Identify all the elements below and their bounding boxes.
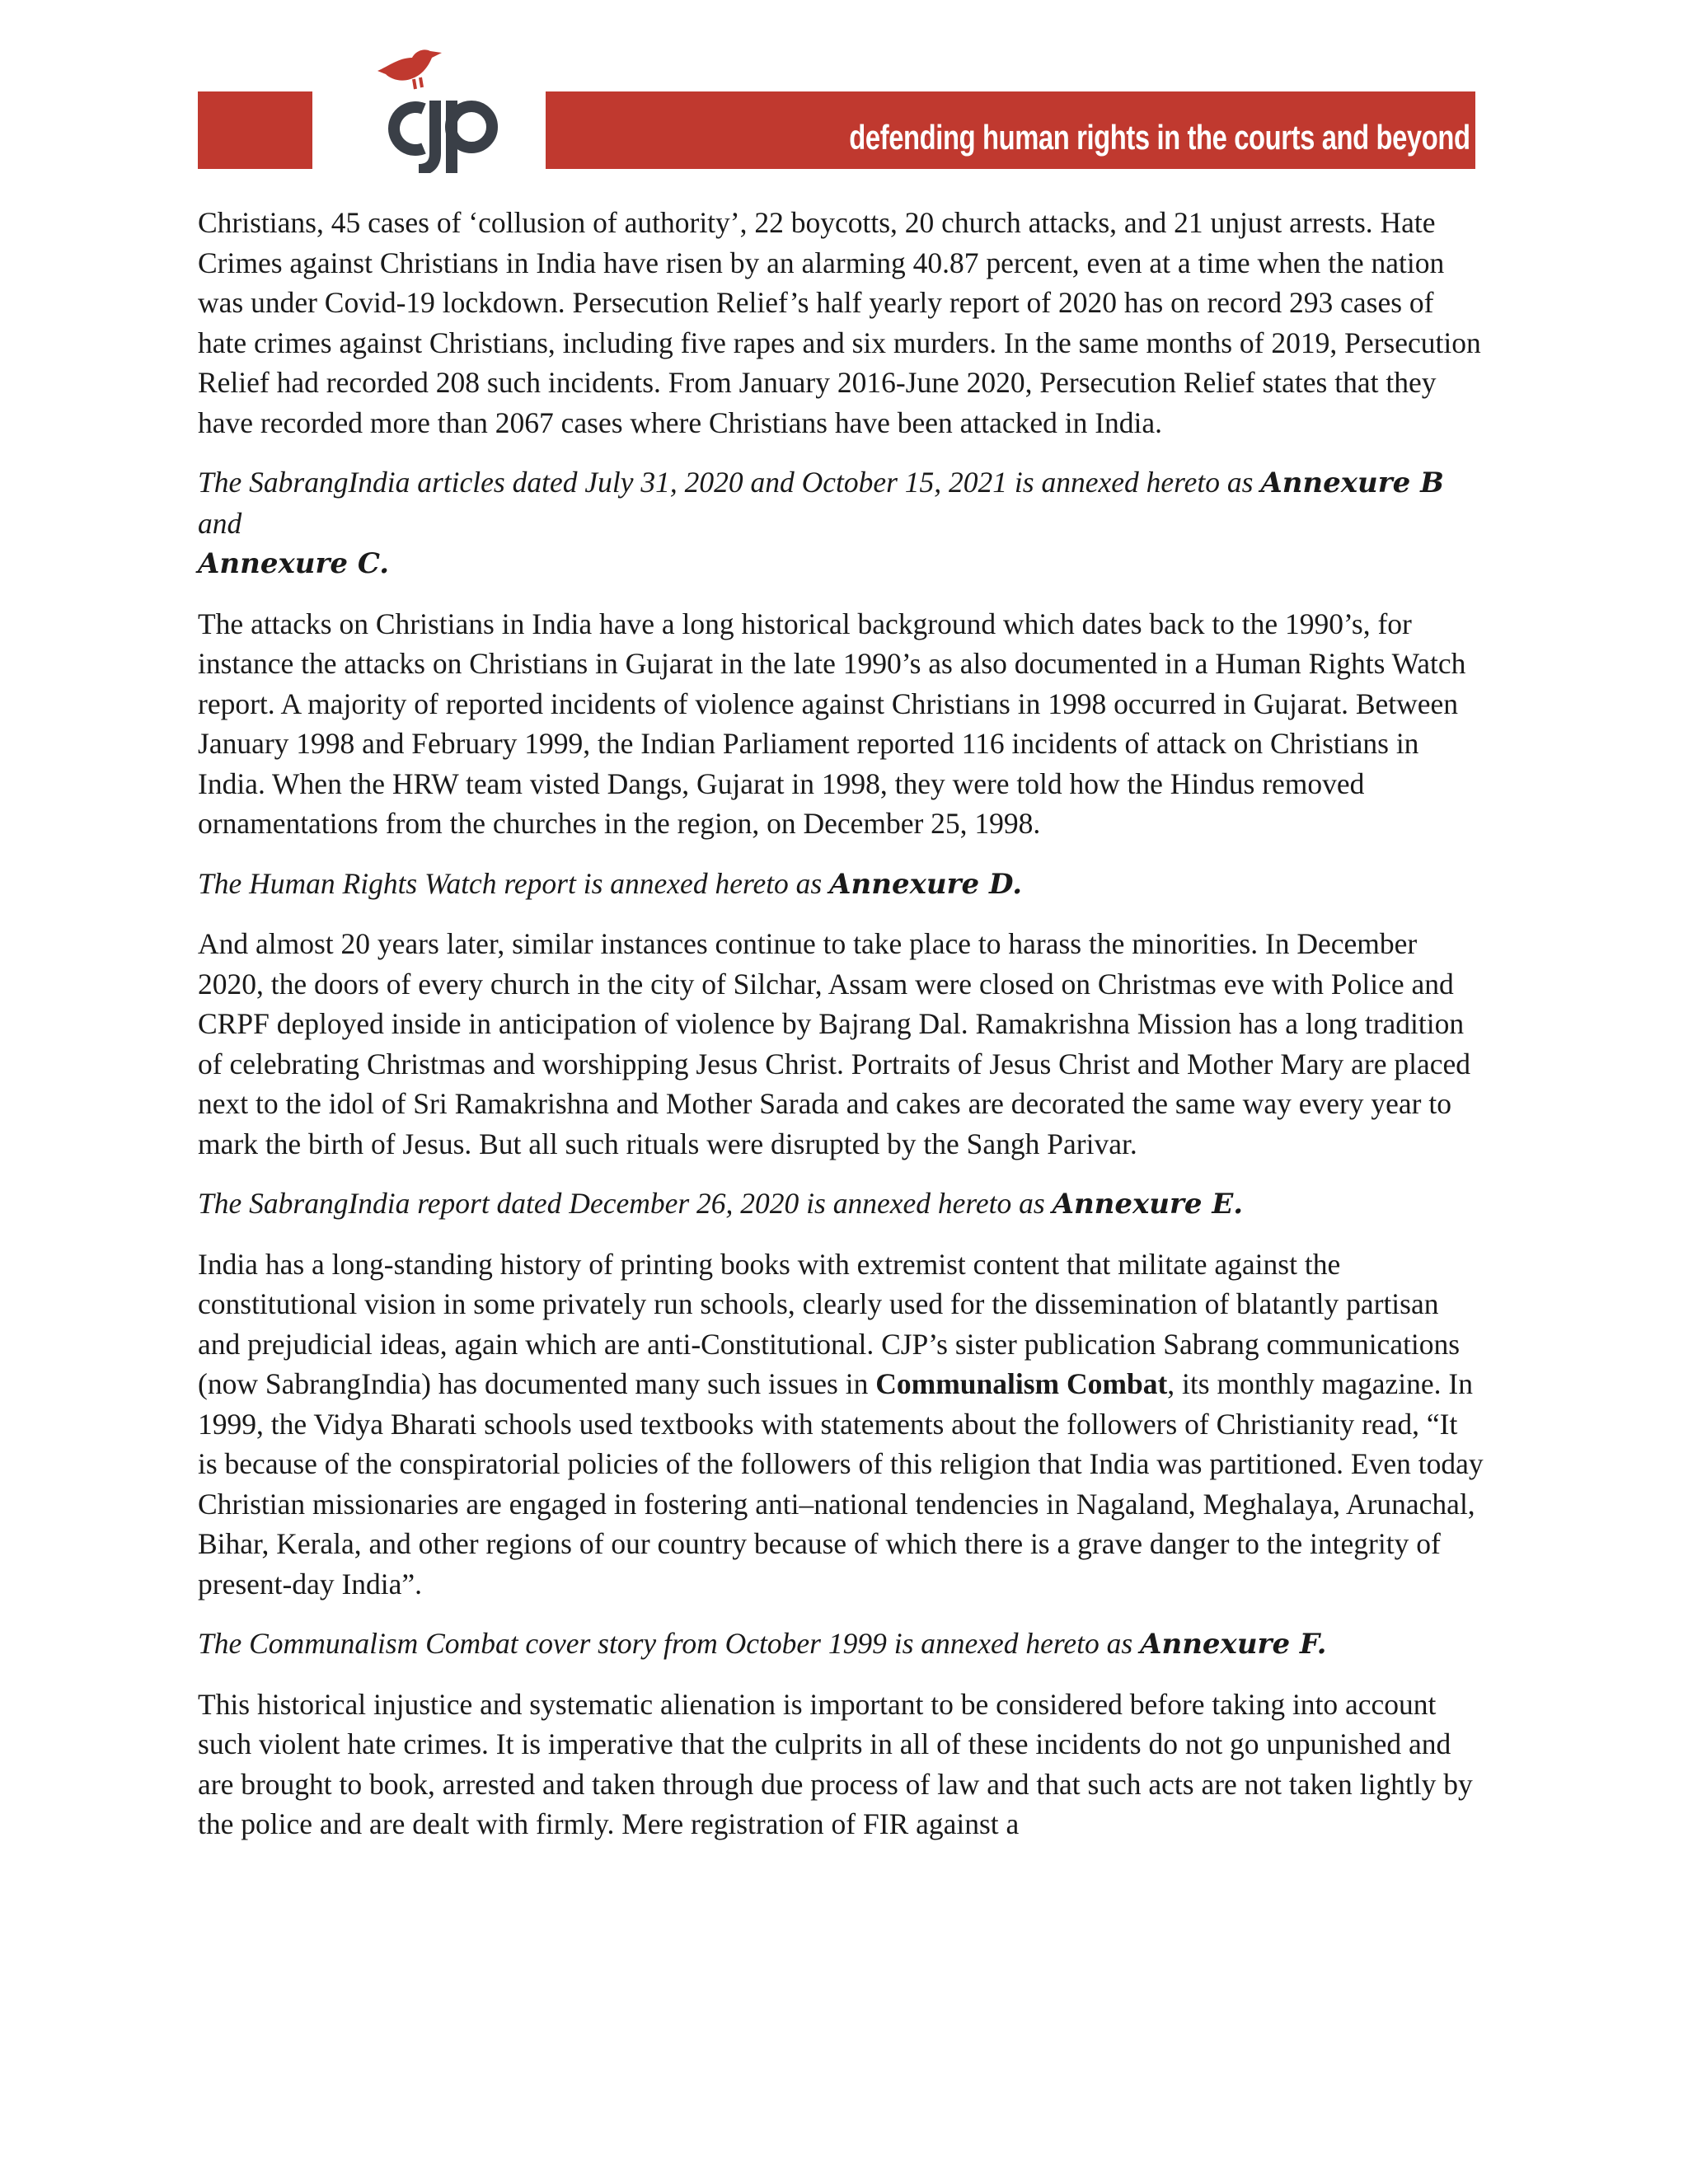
annexure-note-text: The Human Rights Watch report is annexed hereto as	[198, 866, 830, 900]
annexure-note-e	[198, 1183, 1484, 1225]
paragraph-text: India has a long-standing history of printing books with extremist content that militate against the constitutional vision in some privately run schools, clearly used for the dissemination of blatantly partisan and prejudicial ideas, again which are anti-Constitutional. CJP’s sister publication Sabrang communications (now SabrangIndia) has documented many such issues in	[198, 1247, 1461, 1400]
annexure-label-d: Annexure D.	[829, 867, 1023, 901]
paragraph-3: And almost 20 years later, similar instances continue to take place to harass the minorities. In December 2020, the doors of every church in the city of Silchar, Assam were closed on Christmas eve with Police and CRPF deployed inside in anticipation of violence by Bajrang Dal. Ramakrishna Mission has a long tradition of celebrating Christmas and worshipping Jesus Christ. Portraits of Jesus Christ and Mother Mary are placed next to the idol of Sri Ramakrishna and Mother Sarada and cakes are decorated the same way every year to mark the birth of Jesus. But all such rituals were disrupted by the Sangh Parivar.	[198, 927, 1470, 1160]
annexure-label-c: Annexure C.	[198, 547, 390, 580]
paragraph-text: , its monthly magazine. In 1999, the Vidya Bharati schools used textbooks with statements about the followers of Christianity read, “It is because of the conspiratorial policies of the followers of this religion that India was partitioned. Even today Christian missionaries are engaged in fostering anti–national tendencies in Nagaland, Meghalaya, Arunachal, Bihar, Kerala, and other regions of our country because of which there is a grave danger to the integrity of present-day India”.	[198, 1367, 1484, 1601]
paragraph-4	[198, 1244, 1484, 1605]
annexure-note-text: and	[198, 506, 242, 540]
header-bar-left	[198, 91, 312, 169]
magazine-title: Communalism Combat	[875, 1367, 1168, 1400]
annexure-note-d	[198, 864, 1484, 905]
tagline: defending human rights in the courts and beyond	[849, 118, 1470, 157]
annexure-label-e: Annexure E.	[1052, 1188, 1244, 1221]
annexure-note-text: The SabrangIndia report dated December 26, 2020 is annexed hereto as	[198, 1187, 1053, 1220]
paragraph-5: This historical injustice and systematic alienation is important to be considered before taking into account such violent hate crimes. It is imperative that the culprits in all of these incidents do not go unpunished and are brought to book, arrested and taken through due process of law and that such acts are not taken lightly by the police and are dealt with firmly. Mere registration of FIR against a	[198, 1687, 1473, 1840]
cjp-logo	[363, 33, 503, 173]
paragraph-2: The attacks on Christians in India have a long historical background which dates back to the 1990’s, for instance the attacks on Christians in Gujarat in the late 1990’s as also documented in a Human Rights Watch report. A majority of reported incidents of violence against Christians in 1998 occurred in Gujarat. Between January 1998 and February 1999, the Indian Parliament reported 116 incidents of attack on Christians in India. When the HRW team visted Dangs, Gujarat in 1998, they were told how the Hindus removed ornamentations from the churches in the region, on December 25, 1998.	[198, 607, 1466, 840]
document-body	[198, 203, 1484, 1864]
annexure-note-text: The SabrangIndia articles dated July 31, 2020 and October 15, 2021 is annexed hereto as	[198, 466, 1261, 499]
paragraph-1: Christians, 45 cases of ‘collusion of authority’, 22 boycotts, 20 church attacks, and 21 unjust arrests. Hate Crimes against Christians in India have risen by an alarming 40.87 percent, even at a time when the nation was under Covid-19 lockdown. Persecution Relief’s half yearly report of 2020 has on record 293 cases of hate crimes against Christians, including five rapes and six murders. In the same months of 2019, Persecution Relief had recorded 208 such incidents. From January 2016-June 2020, Persecution Relief states that they have recorded more than 2067 cases where Christians have been attacked in India.	[198, 206, 1481, 439]
page-header	[0, 0, 1688, 181]
annexure-label-f: Annexure F.	[1140, 1628, 1327, 1661]
annexure-label-b: Annexure B	[1260, 466, 1444, 499]
bird-icon	[377, 49, 442, 80]
annexure-note-b-c	[198, 462, 1484, 584]
header-bar-right	[546, 91, 1475, 169]
annexure-note-text: The Communalism Combat cover story from October 1999 is annexed hereto as	[198, 1627, 1141, 1660]
annexure-note-f	[198, 1624, 1484, 1665]
